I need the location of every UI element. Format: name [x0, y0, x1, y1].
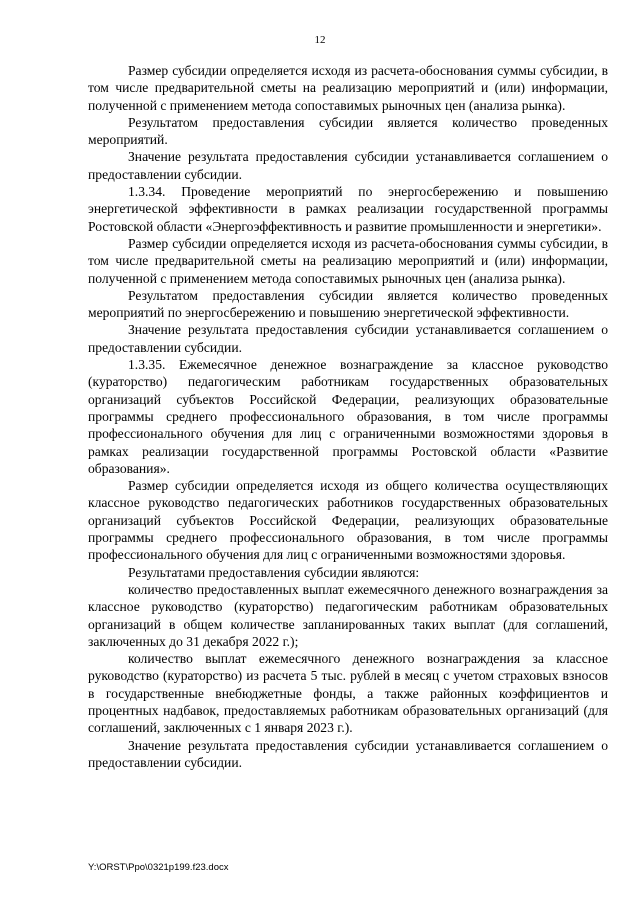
paragraph-results-intro: Результатами предоставления субсидии являются:	[128, 564, 420, 580]
paragraph-result-value-1: Значение результата предоставления субсидии устанавливается соглашением о предоставлении субсидии.	[88, 149, 608, 182]
paragraph-subsidy-size-1: Размер субсидии определяется исходя из расчета-обоснования суммы субсидии, в том числе предварительной сметы на реализацию мероприятий и (или) информации, полученной с применением метода сопоставимых рыночных цен (анализа рынка).	[88, 63, 608, 113]
paragraph-result-item-2: количество выплат ежемесячного денежного вознаграждения за классное руководство (кураторство) из расчета 5 тыс. рублей в месяц с учетом страховых взносов в государственные внебюджетные фонды, а также районных коэффициентов и процентных надбавок, предоставляемых работникам образовательных организаций (для соглашений, заключенных с 1 января 2023 г.).	[88, 651, 608, 736]
footer-file-path: Y:\ORST\Ppo\0321p199.f23.docx	[88, 862, 229, 873]
paragraph-subsidy-size-2: Размер субсидии определяется исходя из расчета-обоснования суммы субсидии, в том числе предварительной сметы на реализацию мероприятий и (или) информации, полученной с применением метода сопоставимых рыночных цен (анализа рынка).	[88, 235, 608, 286]
paragraph-result-2: Результатом предоставления субсидии является количество проведенных мероприятий по энергосбережению и повышению энергетической эффективности.	[88, 287, 608, 321]
paragraph-result-value-2: Значение результата предоставления субсидии устанавливается соглашением о предоставлении субсидии.	[88, 322, 608, 355]
paragraph-result-1: Результатом предоставления субсидии является количество проведенных мероприятий.	[88, 114, 608, 148]
paragraph-result-value-3: Значение результата предоставления субсидии устанавливается соглашением о предоставлении субсидии.	[88, 737, 608, 770]
paragraph-section-1-3-35: 1.3.35. Ежемесячное денежное вознаграждение за классное руководство (кураторство) педагогическим работникам государственных образовательных организаций субъектов Российской Федерации, реализующих образовательные программы среднего профессионального образования, в том числе программы профессионального обучения для лиц с ограниченными возможностями здоровья в рамках реализации государственной программы Ростовской области «Развитие образования».	[88, 357, 608, 476]
document-body	[88, 62, 608, 771]
paragraph-result-item-1: количество предоставленных выплат ежемесячного денежного вознаграждения за классное руководство (кураторство) педагогическим работникам образовательных организаций в общем количестве запланированных таких выплат (для соглашений, заключенных до 31 декабря 2022 г.);	[88, 581, 608, 649]
paragraph-section-1-3-34: 1.3.34. Проведение мероприятий по энергосбережению и повышению энергетической эффективности в рамках реализации государственной программы Ростовской области «Энергоэффективность и развитие промышленности и энергетики».	[88, 184, 608, 234]
paragraph-subsidy-size-3: Размер субсидии определяется исходя из общего количества осуществляющих классное руководство педагогических работников государственных образовательных организаций субъектов Российской Федерации, реализующих образовательные программы среднего профессионального образования, в том числе программы профессионального обучения для лиц с ограниченными возможностями здоровья.	[88, 478, 608, 563]
page-number: 12	[314, 34, 326, 46]
